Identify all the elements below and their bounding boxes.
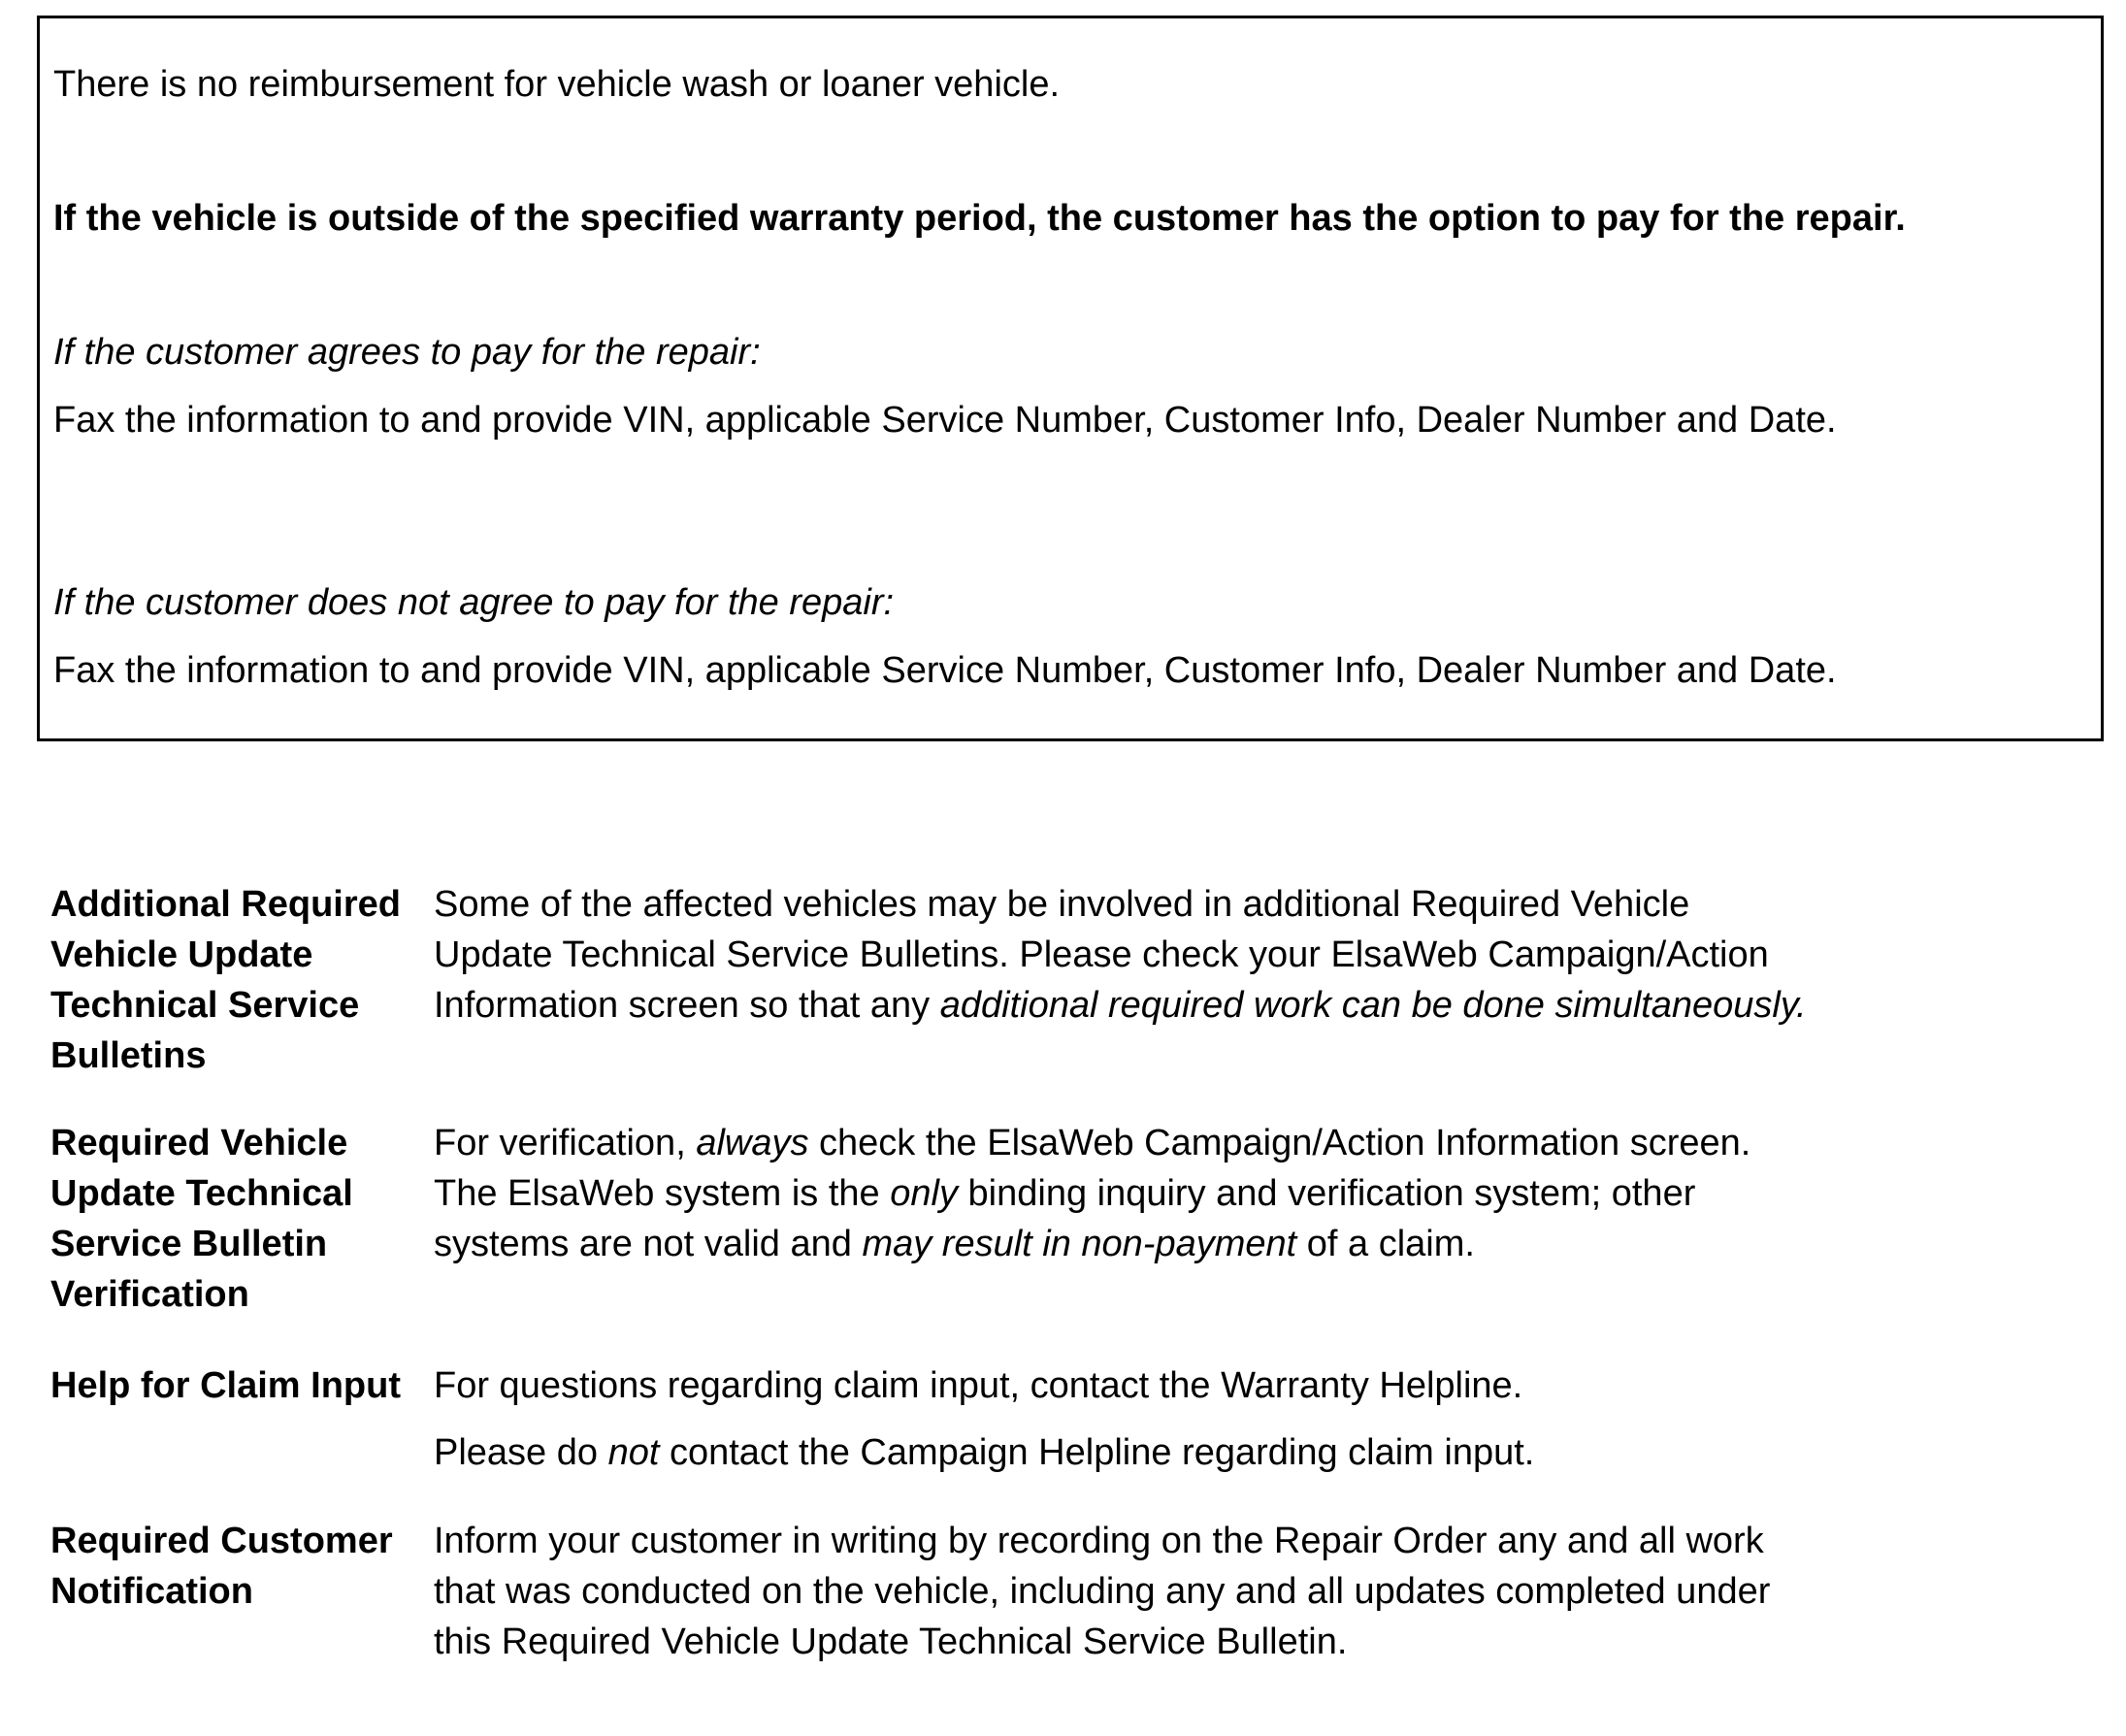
additional-bulletins-text: Some of the affected vehicles may be involved in additional Required Vehicle Update Technical Service Bulletins. Please check your ElsaWeb Campaign/Action Information screen so that any additional required work can be done simultaneously.	[434, 884, 1807, 1026]
warranty-notice-box	[37, 16, 2104, 741]
help-claim-label: Help for Claim Input	[50, 1365, 401, 1406]
help-claim-text: For questions regarding claim input, contact the Warranty Helpline. Please do not contact the Campaign Helpline regarding claim input.	[434, 1365, 1535, 1473]
verification-label: Required Vehicle Update Technical Service Bulletin Verification	[50, 1123, 353, 1315]
no-reimbursement-text: There is no reimbursement for vehicle wash or loaner vehicle.	[53, 64, 1061, 105]
agree-heading: If the customer agrees to pay for the repair:	[53, 332, 761, 373]
warranty-period-text: If the vehicle is outside of the specified warranty period, the customer has the option to pay for the repair.	[53, 198, 1906, 239]
additional-bulletins-label: Additional Required Vehicle Update Technical Service Bulletins	[50, 884, 401, 1076]
disagree-heading: If the customer does not agree to pay for the repair:	[53, 582, 895, 623]
agree-instructions: Fax the information to and provide VIN, applicable Service Number, Customer Info, Dealer Number and Date.	[53, 400, 1837, 441]
customer-notification-label: Required Customer Notification	[50, 1521, 393, 1612]
customer-notification-text: Inform your customer in writing by recording on the Repair Order any and all work that was conducted on the vehicle, including any and all updates completed under this Required Vehicle Update Technical Service Bulletin.	[434, 1521, 1771, 1662]
disagree-instructions: Fax the information to and provide VIN, applicable Service Number, Customer Info, Dealer Number and Date.	[53, 650, 1837, 691]
verification-text: For verification, always check the ElsaWeb Campaign/Action Information screen. The ElsaWeb system is the only binding inquiry and verification system; other systems are not valid and may result in non-payment of a claim.	[434, 1123, 1751, 1264]
